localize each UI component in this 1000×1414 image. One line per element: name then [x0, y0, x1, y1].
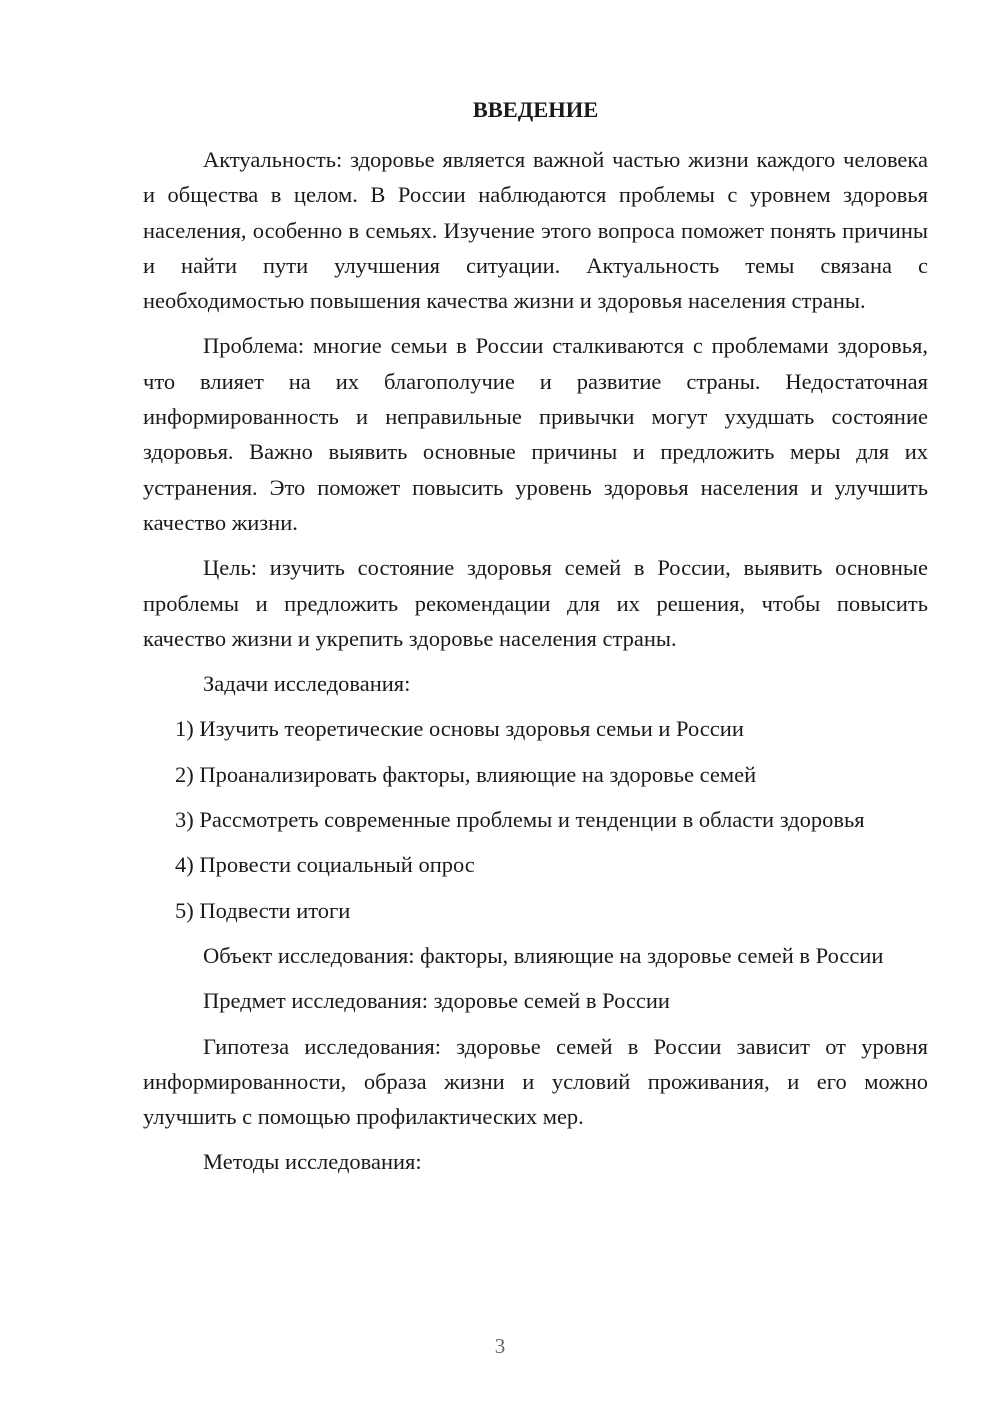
task-item: 2) Проанализировать факторы, влияющие на здоровье семей	[175, 761, 757, 787]
subject-paragraph: Предмет исследования: здоровье семей в России	[203, 988, 670, 1014]
document-page	[143, 88, 928, 1190]
problem-paragraph: Проблема: многие семьи в России сталкиваются с проблемами здоровья, что влияет на их благополучие и развитие страны. Недостаточная информированность и неправильные привычки могут ухудшать состояние здоровья. Важно выявить основные причины и предложить меры для их устранения. Это поможет повысить уровень здоровья населения и улучшить качество жизни.	[143, 333, 928, 535]
task-item: 3) Рассмотреть современные проблемы и тенденции в области здоровья	[175, 807, 865, 833]
page-number: 3	[494, 1334, 506, 1358]
goal-paragraph: Цель: изучить состояние здоровья семей в России, выявить основные проблемы и предложить рекомендации для их решения, чтобы повысить качество жизни и укрепить здоровье населения страны.	[143, 555, 928, 651]
task-item: 5) Подвести итоги	[175, 897, 351, 923]
object-paragraph: Объект исследования: факторы, влияющие на здоровье семей в России	[203, 942, 884, 968]
hypothesis-paragraph: Гипотеза исследования: здоровье семей в России зависит от уровня информированности, образа жизни и условий проживания, и его можно улучшить с помощью профилактических мер.	[143, 1033, 928, 1130]
relevance-paragraph: Актуальность: здоровье является важной частью жизни каждого человека и общества в целом. В России наблюдаются проблемы с уровнем здоровья населения, особенно в семьях. Изучение этого вопроса поможет понять причины и найти пути улучшения ситуации. Актуальность темы связана с необходимостью повышения качества жизни и здоровья населения страны.	[143, 147, 928, 314]
section-title: ВВЕДЕНИЕ	[472, 97, 599, 122]
task-item: 4) Провести социальный опрос	[175, 852, 475, 878]
methods-heading: Методы исследования:	[203, 1149, 422, 1175]
tasks-heading: Задачи исследования:	[203, 671, 411, 697]
task-item: 1) Изучить теоретические основы здоровья семьи и России	[175, 716, 744, 742]
